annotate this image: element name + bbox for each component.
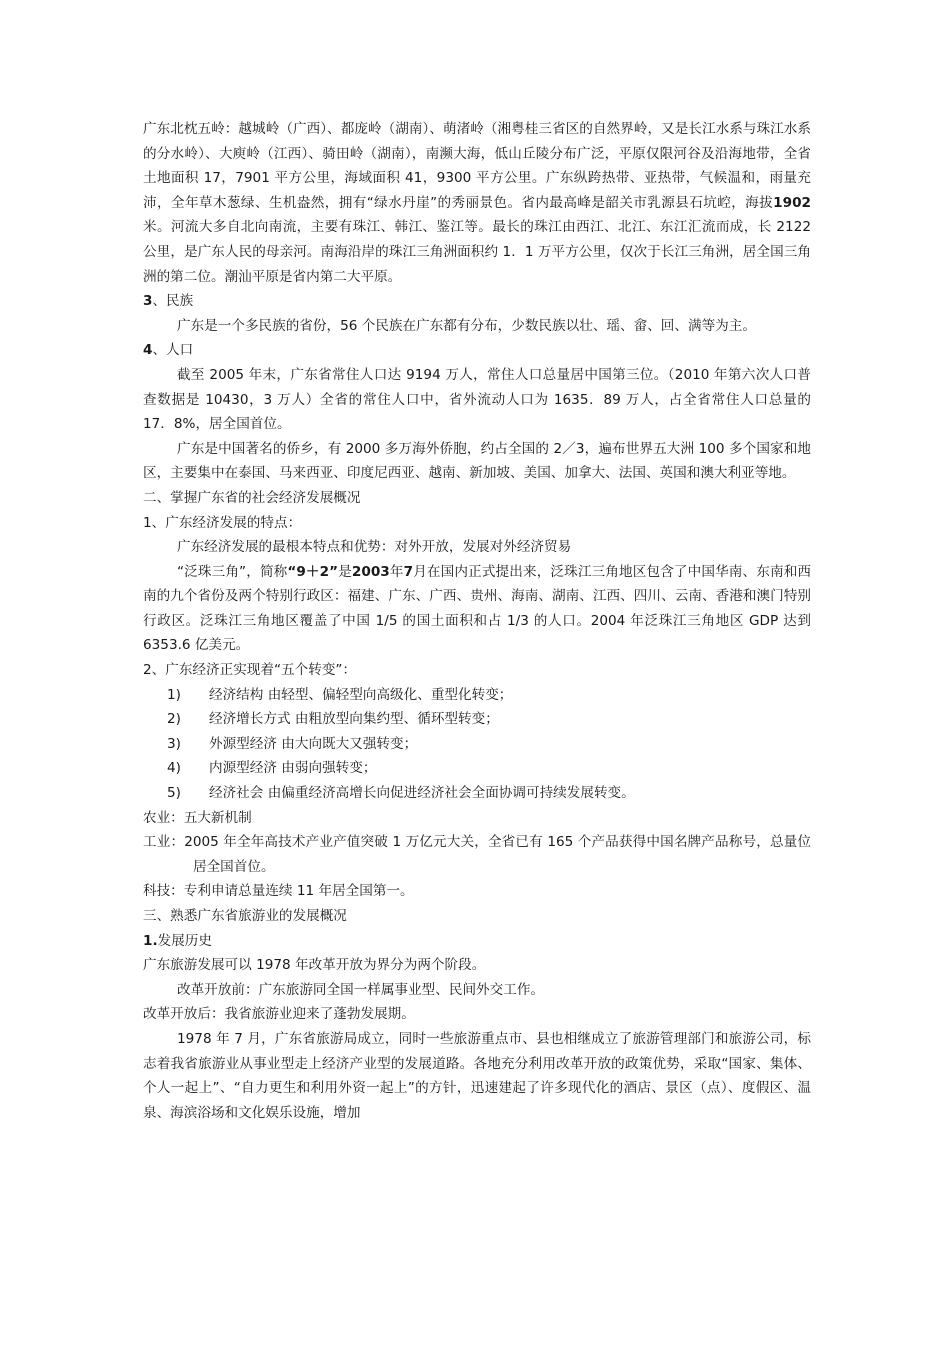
heading-ethnic (143, 289, 811, 314)
section-economy-title: 二、掌握广东省的社会经济发展概况 (143, 489, 361, 506)
heading-text: 、民族 (152, 293, 194, 310)
document-page (143, 117, 811, 1125)
paragraph-ethnic: 广东是一个多民族的省份，56 个民族在广东都有分布，少数民族以壮、瑶、畲、回、满等为主。 (177, 317, 756, 334)
heading-text: 、人口 (152, 342, 194, 359)
text: 月在国内正式提出来，泛珠江三角地区包含了中国华南、东南和西南的九个省份及两个特别行政区：福建、广东、广西、贵州、海南、湖南、江西、四川、云南、香港和澳门特别行政区。泛珠江三角地区覆盖了中国 1/5 的国土面积和占 1/3 的人口。2004 年泛珠江三角地区 GDP 达到 6353.6 亿美元。 (143, 563, 812, 654)
paragraph-geography (143, 117, 811, 289)
text: 米。河流大多自北向南流，主要有珠江、韩江、鉴江等。最长的珠江由西江、北江、东江汇流而成，长 2122 公里，是广东人民的母亲河。南海沿岸的珠江三角洲面积约 1．1 万平方公里，仅次于长江三角洲，居全国三角洲的第二位。潮汕平原是省内第二大平原。 (143, 219, 811, 285)
heading-number: 3 (143, 293, 153, 310)
subsection-economy-features: 1、广东经济发展的特点： (143, 514, 302, 531)
paragraph-population: 截至 2005 年末，广东省常住人口达 9194 万人，常住人口总量居中国第三位。（2010 年第六次人口普查数据是 10430，3 万人）全省的常住人口中，省外流动人口为 1635．89 万人，占全省常住人口总量的 17．8%，居全国首位。 (143, 366, 811, 433)
agriculture-line: 农业：五大新机制 (143, 809, 252, 826)
text: 广东北枕五岭：越城岭（广西）、都庞岭（湖南）、萌渚岭（湘粤桂三省区的自然界岭，又是长江水系与珠江水系的分水岭）、大庾岭（江西）、骑田岭（湖南），南濒大海，低山丘陵分布广泛，平原仅限河谷及沿海地带，全省土地面积 17，7901 平方公里，海域面积 41，9300 平方公里。广东纵跨热带、亚热带，气候温和，雨量充沛，全年草木葱绿、生机盎然，拥有“绿水丹崖”的秀丽景色。省内最高峰是韶关市乳源县石坑崆，海拔 (143, 121, 811, 211)
list-item (143, 707, 811, 732)
bold-month: 7 (403, 563, 414, 580)
text: 是 (338, 563, 352, 580)
transformations-list (143, 683, 811, 806)
section-tourism-title: 三、熟悉广东省旅游业的发展概况 (143, 908, 347, 924)
paragraph-pan-prd (143, 560, 811, 658)
list-item (143, 732, 811, 757)
list-number: 1) (167, 686, 181, 703)
list-number: 3) (167, 735, 181, 752)
tourism-stages: 广东旅游发展可以 1978 年改革开放为界分为两个阶段。 (143, 957, 486, 974)
technology-line: 科技：专利申请总量连续 11 年居全国第一。 (143, 883, 414, 900)
tourism-after-reform: 改革开放后：我省旅游业迎来了蓬勃发展期。 (143, 1006, 415, 1023)
bold-year: 2003 (351, 563, 390, 580)
subsection-five-transformations: 2、广东经济正实现着“五个转变”： (143, 662, 357, 679)
text: 年 (389, 563, 404, 580)
subsection-history (143, 929, 811, 954)
list-item (143, 683, 811, 708)
text: “泛珠三角”，简称 (177, 563, 288, 580)
list-text: 外源型经济 由大向既大又强转变； (209, 735, 418, 752)
industry-line: 工业：2005 年全年高技术产业产值突破 1 万亿元大关，全省已有 165 个产品获得中国名牌产品称号，总量位居全国首位。 (143, 834, 811, 875)
list-number: 5) (167, 785, 181, 802)
bold-text: “9＋2” (287, 563, 339, 580)
tourism-before-reform: 改革开放前：广东旅游同全国一样属事业型、民间外交工作。 (177, 981, 545, 998)
list-text: 经济结构 由轻型、偏轻型向高级化、重型化转变； (209, 686, 513, 703)
list-text: 经济社会 由偏重经济高增长向促进经济社会全面协调可持续发展转变。 (209, 785, 635, 802)
heading-number: 4 (143, 342, 153, 359)
list-item (143, 781, 811, 806)
list-number: 2) (167, 711, 181, 728)
list-number: 4) (167, 760, 181, 777)
paragraph-tourism-1978: 1978 年 7 月，广东省旅游局成立，同时一些旅游重点市、县也相继成立了旅游管理部门和旅游公司，标志着我省旅游业从事业型走上经济产业型的发展道路。各地充分利用改革开放的政策优势，采取“国家、集体、个人一起上”、“自力更生和利用外资一起上”的方针，迅速建起了许多现代化的酒店、景区（点）、度假区、温泉、海滨浴场和文化娱乐设施，增加 (143, 1030, 811, 1121)
heading-population (143, 338, 811, 363)
list-text: 内源型经济 由弱向强转变； (209, 760, 377, 777)
list-item (143, 756, 811, 781)
paragraph-overseas: 广东是中国著名的侨乡，有 2000 多万海外侨胞，约占全国的 2／3，遍布世界五大洲 100 多个国家和地区，主要集中在泰国、马来西亚、印度尼西亚、越南、新加坡、美国、加拿大、法国、英国和澳大利亚等地。 (143, 440, 811, 482)
paragraph-economy-advantage: 广东经济发展的最根本特点和优势：对外开放，发展对外经济贸易 (177, 539, 572, 556)
heading-number: 1. (143, 932, 158, 949)
heading-text: 发展历史 (157, 932, 212, 949)
bold-elevation: 1902 (773, 194, 811, 211)
list-text: 经济增长方式 由粗放型向集约型、循环型转变； (209, 711, 499, 728)
